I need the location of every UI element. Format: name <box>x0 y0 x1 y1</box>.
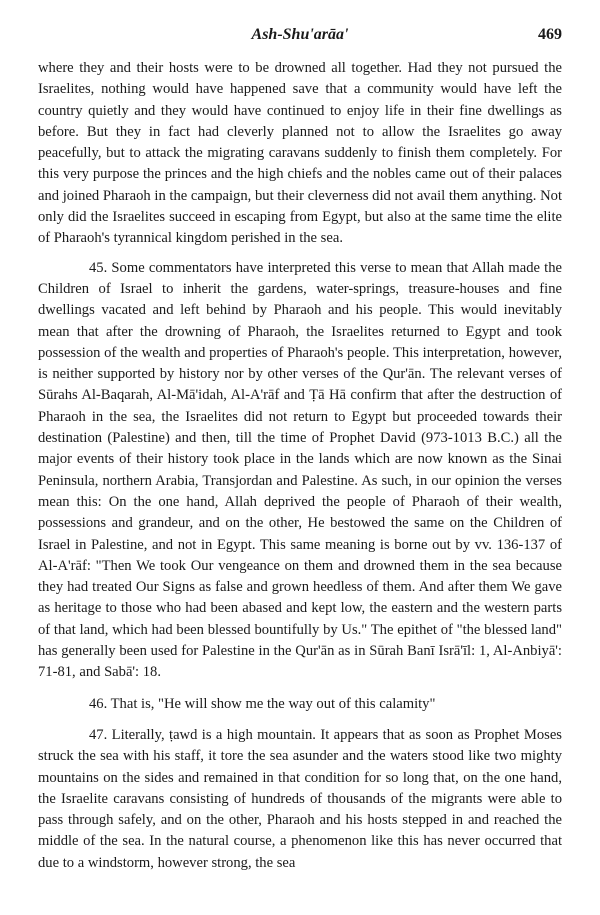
page-number: 469 <box>538 26 562 43</box>
running-title: Ash-Shu'arāa' <box>251 26 349 43</box>
paragraph-continuation: where they and their hosts were to be drowned all together. Had they not pursued the Israelites, nothing would have happened save that a community would have left the country quietly and they would have continued to enjoy life in their fine dwellings as before. But they in fact had cleverly planned not to allow the Israelites go away peacefully, but to attack the migrating caravans suddenly to finish them completely. For this very purpose the princes and the high chiefs and the nobles came out of their palaces and joined Pharaoh in the campaign, but their cleverness did not avail them anything. Not only did the Israelites succeed in escaping from Egypt, but also at the same time the elite of Pharaoh's tyrannical kingdom perished in the sea. <box>38 60 562 247</box>
note-47: 47. Literally, ṭawd is a high mountain. It appears that as soon as Prophet Moses struck the sea with his staff, it tore the sea asunder and the waters stood like two mighty mountains on the sides and remained in that condition for so long that, on the one hand, the Israelite caravans consisting of hundreds of thousands of the migrants were able to pass through safely, and on the other, Pharaoh and his hosts stepped in and reached the middle of the sea. In the natural course, a phenomenon like this has never occurred that due to a windstorm, however strong, the sea <box>38 726 562 871</box>
note-46: 46. That is, "He will show me the way out of this calamity" <box>89 695 436 712</box>
body-text <box>38 58 562 874</box>
note-45: 45. Some commentators have interpreted this verse to mean that Allah made the Children of Israel to inherit the gardens, water-springs, treasure-houses and fine dwellings vacated and left behind by Pharaoh and his people. This would inevitably mean that after the drowning of Pharaoh, the Israelites returned to Egypt and took possession of the wealth and properties of Pharaoh's people. This interpretation, however, is neither supported by history nor by other verses of the Qur'ān. The relevant verses of Sūrahs Al-Baqarah, Al-Mā'idah, Al-A'rāf and Ṭā Hā confirm that after the destruction of Pharaoh in the sea, the Israelites did not return to Egypt but proceeded towards their destination (Palestine) and then, till the time of Prophet David (973-1013 B.C.) all the major events of their history took place in the lands which are now known as the Sinai Peninsula, northern Arabia, Transjordan and Palestine. As such, in our opinion the verses mean this: On the one hand, Allah deprived the people of Pharaoh of their wealth, possessions and grandeur, and on the other, He bestowed the same on the Children of Israel in Palestine, and not in Egypt. This same meaning is borne out by vv. 136-137 of Al-A'rāf: "Then We took Our vengeance on them and drowned them in the sea because they had treated Our Signs as false and grown heedless of them. And after them We gave as heritage to those who had been abased and kept low, the eastern and the western parts of that land, which had been blessed bountifully by Us." The epithet of "the blessed land" has generally been used for Palestine in the Qur'ān as in Sūrah Banī Isrā'īl: 1, Al-Anbiyā': 71-81, and Sabā': 18. <box>38 259 562 681</box>
page-header <box>38 26 562 58</box>
